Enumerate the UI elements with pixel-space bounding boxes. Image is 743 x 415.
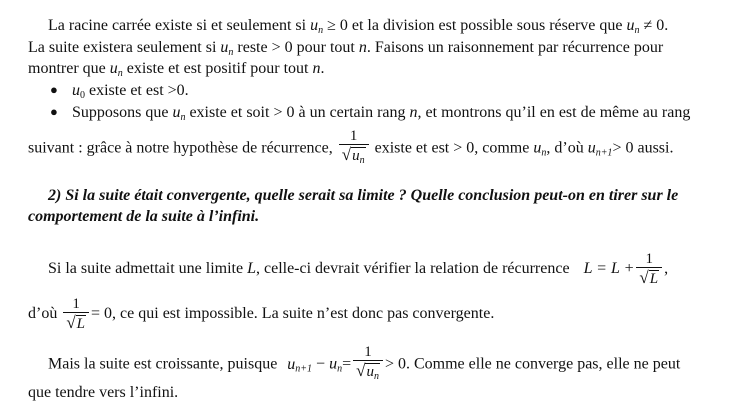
answer-line-3: Mais la suite est croissante, puisque un+1 − un= $\frac{1}{√u_n}$ > 0. Comme elle ne converge pas, elle ne peut	[48, 344, 680, 386]
intro-line-2: La suite existera seulement si un reste > 0 pour tout n. Faisons un raisonnement par récurrence pour	[28, 39, 664, 58]
fraction-1-over-sqrt-L: $\frac{1}{√L}$	[63, 296, 89, 333]
fraction-1-over-sqrt-un: $\frac{1}{√u_n}$	[353, 344, 383, 386]
question-line-1: 2) Si la suite était convergente, quelle serait sa limite ? Quelle conclusion peut-on en tirer sur le	[48, 187, 679, 204]
intro-line-3: montrer que un existe et est positif pour tout n.	[28, 60, 325, 79]
question-line-2: comportement de la suite à l’infini.	[28, 208, 260, 225]
fraction-1-over-sqrt-L: $\frac{1}{√L}$	[636, 251, 662, 288]
intro-line-1: La racine carrée existe si et seulement si un ≥ 0 et la division est possible sous réserve que un ≠ 0.	[48, 17, 669, 36]
answer-line-1: Si la suite admettait une limite L, celle-ci devrait vérifier la relation de récurrence L = L + $\frac{1}{√L}$ ,	[48, 251, 669, 287]
answer-line-2: d’où $\frac{1}{√L}$ = 0, ce qui est impossible. La suite n’est donc pas convergente.	[28, 296, 495, 332]
fraction-1-over-sqrt-un: $\frac{1}{√u_n}$	[339, 128, 369, 170]
bullet-2-line-2: suivant : grâce à notre hypothèse de récurrence, $\frac{1}{√u_n}$ existe et est > 0, comme un, d’où un+1> 0 aussi.	[28, 128, 673, 170]
bullet-1: $u_0$ existe et est >0.	[72, 82, 189, 101]
bullet-2-line-1: Supposons que un existe et soit > 0 à un certain rang n, et montrons qu’il en est de même au rang	[72, 104, 691, 123]
bullet-dot-icon: ●	[50, 82, 58, 97]
bullet-dot-icon: ●	[50, 104, 58, 119]
answer-line-4: que tendre vers l’infini.	[28, 384, 179, 401]
